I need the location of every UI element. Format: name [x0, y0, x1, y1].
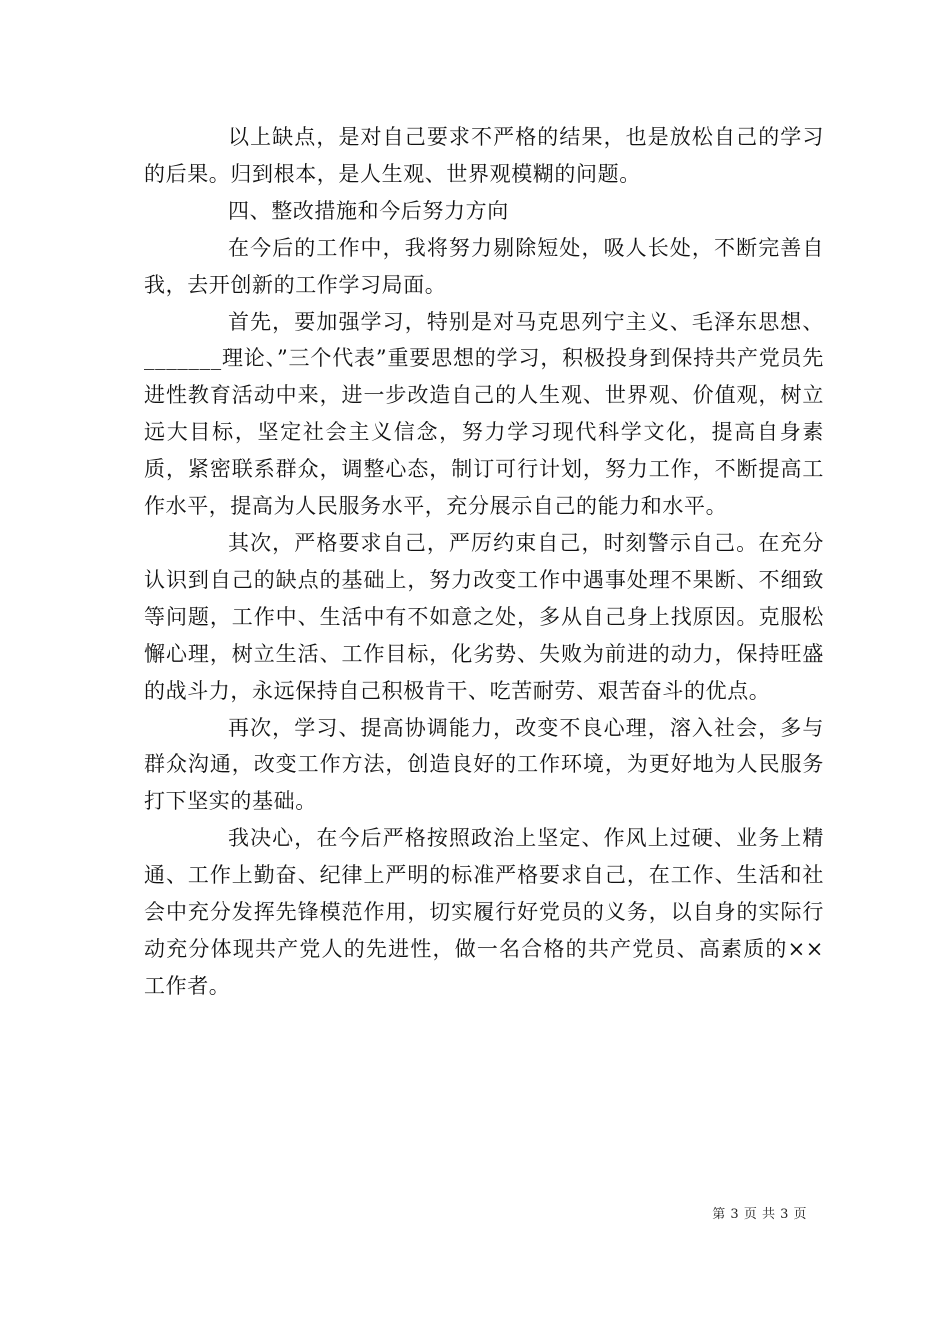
document-body	[144, 119, 824, 1005]
section-heading-rectification: 四、整改措施和今后努力方向	[228, 198, 509, 223]
page-number-footer: 第 3 页 共 3 页	[712, 1207, 807, 1222]
paragraph-first-measure: 首先，要加强学习，特别是对马克思列宁主义、毛泽东思想、_______理论、”三个代表”重要思想的学习，积极投身到保持共产党员先进性教育活动中来，进一步改造自己的人生观、世界观、价值观，树立远大目标，坚定社会主义信念，努力学习现代科学文化，提高自身素质，紧密联系群众，调整心态，制订可行计划，努力工作，不断提高工作水平，提高为人民服务水平，充分展示自己的能力和水平。	[144, 309, 824, 519]
paragraph-shortcomings-summary: 以上缺点，是对自己要求不严格的结果，也是放松自己的学习的后果。归到根本，是人生观、世界观模糊的问题。	[144, 125, 824, 186]
paragraph-second-measure: 其次，严格要求自己，严厉约束自己，时刻警示自己。在充分认识到自己的缺点的基础上，努力改变工作中遇事处理不果断、不细致等问题，工作中、生活中有不如意之处，多从自己身上找原因。克服松懈心理，树立生活、工作目标，化劣势、失败为前进的动力，保持旺盛的战斗力，永远保持自己积极肯干、吃苦耐劳、艰苦奋斗的优点。	[144, 530, 824, 703]
paragraph-future-work: 在今后的工作中，我将努力剔除短处，吸人长处，不断完善自我，去开创新的工作学习局面。	[144, 235, 824, 297]
paragraph-third-measure: 再次，学习、提高协调能力，改变不良心理，溶入社会，多与群众沟通，改变工作方法，创造良好的工作环境，为更好地为人民服务打下坚实的基础。	[144, 715, 824, 814]
paragraph-resolution: 我决心，在今后严格按照政治上坚定、作风上过硬、业务上精通、工作上勤奋、纪律上严明的标准严格要求自己，在工作、生活和社会中充分发挥先锋模范作用，切实履行好党员的义务，以自身的实际行动充分体现共产党人的先进性，做一名合格的共产党员、高素质的××工作者。	[144, 826, 824, 998]
